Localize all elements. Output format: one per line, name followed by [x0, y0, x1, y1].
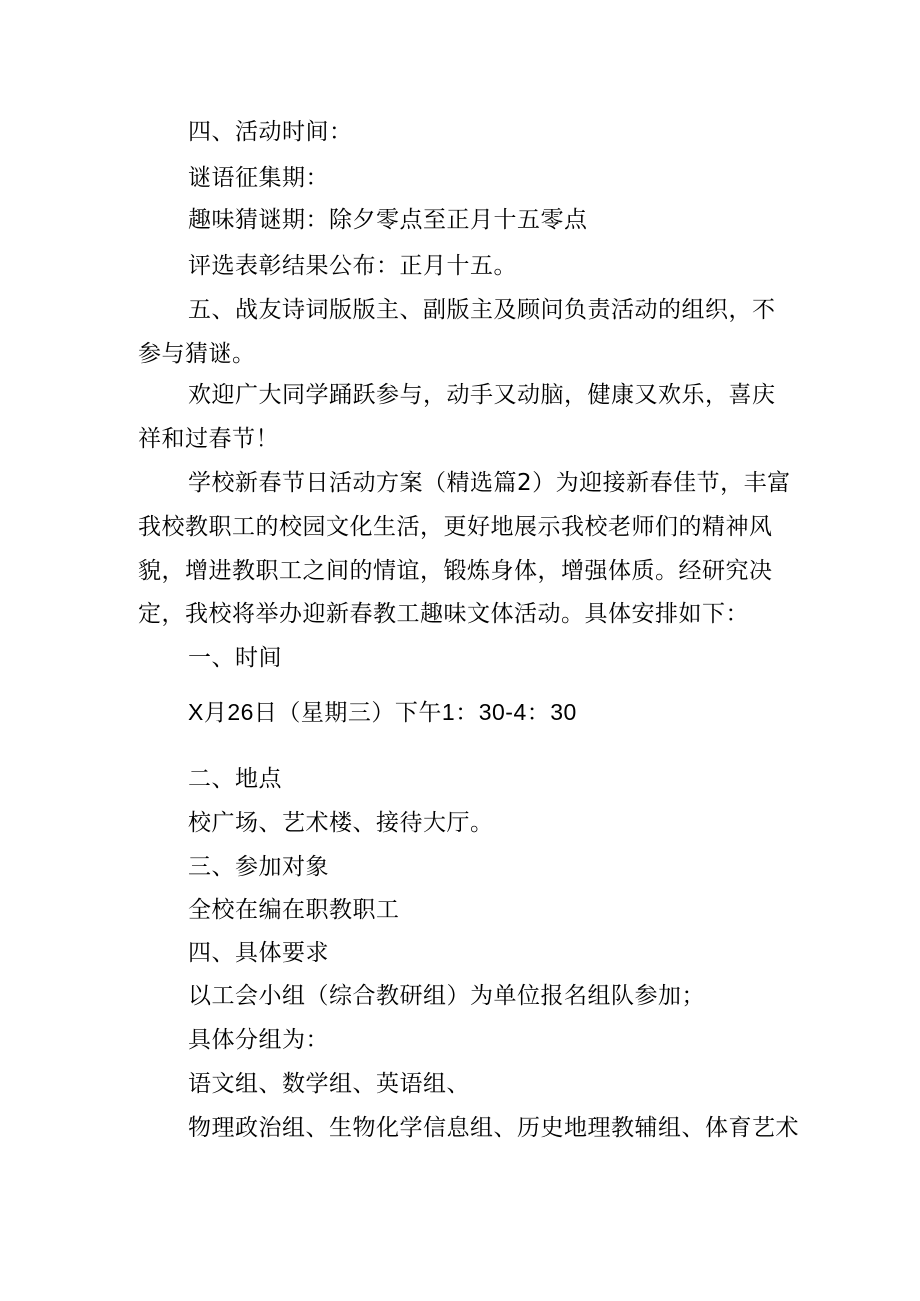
paragraph-line: 定，我校将举办迎新春教工趣味文体活动。具体安排如下：: [138, 601, 749, 627]
section-heading-time: 一、时间: [188, 645, 282, 671]
paragraph-line: 物理政治组、生物化学信息组、历史地理教辅组、体育艺术: [188, 1115, 799, 1141]
section-heading-activity-time: 四、活动时间：: [188, 119, 353, 145]
section-heading-requirements: 四、具体要求: [188, 940, 329, 966]
paragraph-line: 趣味猜谜期：除夕零点至正月十五零点: [188, 207, 588, 233]
paragraph-line: 全校在编在职教职工: [188, 897, 400, 923]
paragraph-line: 五、战友诗词版版主、副版主及顾问负责活动的组织，不: [188, 297, 776, 323]
paragraph-line: 以工会小组（综合教研组）为单位报名组队参加；: [188, 983, 705, 1009]
section-heading-participants: 三、参加对象: [188, 854, 329, 880]
paragraph-line: 具体分组为：: [188, 1027, 329, 1053]
paragraph-line: 欢迎广大同学踊跃参与，动手又动脑，健康又欢乐，喜庆: [188, 382, 776, 408]
paragraph-line: 祥和过春节！: [138, 426, 279, 452]
paragraph-line: 貌，增进教职工之间的情谊，锻炼身体，增强体质。经研究决: [138, 558, 773, 584]
paragraph-line: 我校教职工的校园文化生活，更好地展示我校老师们的精神风: [138, 514, 773, 540]
paragraph-line: 谜语征集期：: [188, 165, 329, 191]
event-time-line: X月26日（星期三）下午1：30-4：30: [188, 699, 577, 725]
paragraph-line: 参与猜谜。: [138, 341, 256, 367]
section-heading-location: 二、地点: [188, 766, 282, 792]
paragraph-line: 校广场、艺术楼、接待大厅。: [188, 810, 494, 836]
paragraph-line: 学校新春节日活动方案（精选篇2）为迎接新春佳节，丰富: [188, 470, 791, 496]
paragraph-line: 语文组、数学组、英语组、: [188, 1071, 470, 1097]
paragraph-line: 评选表彰结果公布：正月十五。: [188, 253, 517, 279]
